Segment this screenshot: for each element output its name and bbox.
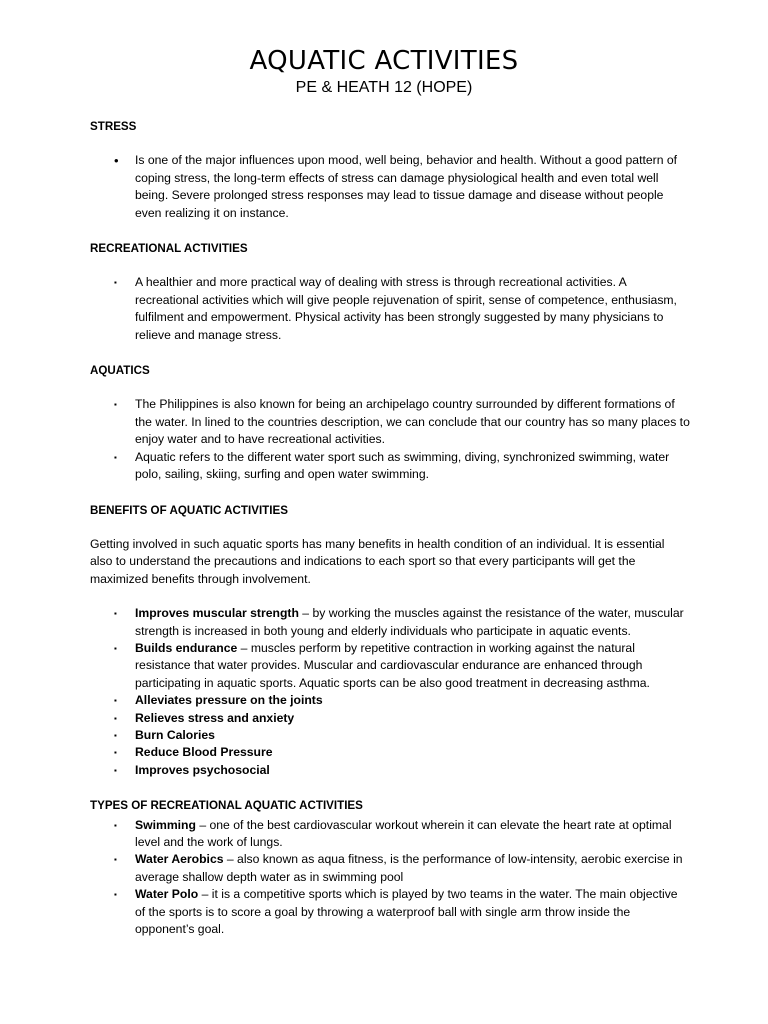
square-bullet-icon: ▪: [114, 696, 117, 706]
square-bullet-icon: ▪: [114, 820, 117, 830]
list-item: [90, 710, 690, 727]
square-bullet-icon: ▪: [114, 855, 117, 865]
list-item: [90, 692, 690, 709]
list-item: [90, 396, 690, 448]
list-item: [90, 640, 690, 692]
benefit-description: – by working the muscles against the resistance of the water, muscular strength is increased in both young and elderly individuals who participate in aquatic events.: [135, 606, 684, 638]
square-bullet-icon: ▪: [114, 643, 117, 653]
list-item: [90, 886, 690, 938]
list-item-text: The Philippines is also known for being an archipelago country surrounded by different formations of the water. In lined to the countries description, we can conclude that our country has so many places to enjoy water and to have recreational activities.: [135, 397, 690, 447]
stress-list: [90, 152, 690, 222]
square-bullet-icon: ▪: [114, 400, 117, 410]
list-item: [90, 817, 690, 852]
square-bullet-icon: ▪: [114, 278, 117, 288]
document-body: [90, 118, 690, 938]
square-bullet-icon: ▪: [114, 452, 117, 462]
document-subtitle: PE & HEATH 12 (HOPE): [295, 79, 473, 96]
benefit-term: Alleviates pressure on the joints: [135, 693, 323, 708]
benefit-term: Burn Calories: [135, 727, 215, 742]
benefits-list: [90, 605, 690, 779]
section-heading-aquatics: AQUATICS: [90, 364, 150, 378]
aquatics-list: [90, 396, 690, 483]
benefits-intro: Getting involved in such aquatic sports has many benefits in health condition of an individual. It is essential also to understand the precautions and indications to each sport so that every participants will get the maximized benefits through involvement.: [90, 536, 665, 586]
activity-description: – also known as aqua fitness, is the performance of low-intensity, aerobic exercise in average shallow depth water as in swimming pool: [135, 852, 683, 884]
list-item: [90, 851, 690, 886]
section-heading-recreational: RECREATIONAL ACTIVITIES: [90, 242, 248, 256]
square-bullet-icon: ▪: [114, 890, 117, 900]
activity-description: – one of the best cardiovascular workout wherein it can elevate the heart rate at optimal level and the work of lungs.: [135, 817, 672, 849]
list-item-text: Aquatic refers to the different water sport such as swimming, diving, synchronized swimming, water polo, sailing, skiing, surfing and open water swimming.: [135, 449, 670, 482]
square-bullet-icon: ▪: [114, 748, 117, 758]
activity-term: Water Polo: [135, 887, 199, 902]
square-bullet-icon: ▪: [114, 765, 117, 775]
types-list: [90, 817, 690, 939]
benefit-term: Improves psychosocial: [135, 762, 270, 777]
list-item: [90, 744, 690, 761]
section-heading-benefits: BENEFITS OF AQUATIC ACTIVITIES: [90, 503, 288, 517]
benefit-term: Improves muscular strength: [135, 606, 299, 621]
square-bullet-icon: ▪: [114, 730, 117, 740]
activity-description: – it is a competitive sports which is played by two teams in the water. The main objective of the sports is to score a goal by throwing a waterproof ball with single arm throw inside the opponent’s goal.: [135, 887, 678, 937]
benefit-description: – muscles perform by repetitive contraction in working against the natural resistance that water provides. Muscular and cardiovascular endurance are enhanced through participating in aquatic sports. Aquatic sports can be also good treatment in decreasing asthma.: [135, 640, 650, 690]
benefit-term: Relieves stress and anxiety: [135, 710, 295, 725]
list-item: [90, 274, 690, 344]
bullet-icon: •: [114, 153, 119, 169]
list-item: [90, 727, 690, 744]
list-item: [90, 605, 690, 640]
benefit-term: Builds endurance: [135, 640, 238, 655]
activity-term: Water Aerobics: [135, 852, 224, 867]
list-item: [90, 762, 690, 779]
list-item-text: A healthier and more practical way of dealing with stress is through recreational activities. A recreational activities which will give people rejuvenation of spirit, sense of competence, enthusiasm, fulfilment and empowerment. Physical activity has been strongly suggested by many physicians to relieve and manage stress.: [135, 275, 677, 342]
document-title: AQUATIC ACTIVITIES: [249, 46, 519, 76]
list-item: [90, 449, 690, 484]
section-heading-stress: STRESS: [90, 120, 137, 133]
square-bullet-icon: ▪: [114, 713, 117, 723]
section-heading-types: TYPES OF RECREATIONAL AQUATIC ACTIVITIES: [90, 799, 363, 813]
activity-term: Swimming: [135, 817, 196, 832]
recreational-list: [90, 274, 690, 344]
benefit-term: Reduce Blood Pressure: [135, 745, 273, 760]
square-bullet-icon: ▪: [114, 609, 117, 619]
list-item-text: Is one of the major influences upon mood, well being, behavior and health. Without a good pattern of coping stress, the long-term effects of stress can damage physiological health and even total well being. Severe prolonged stress responses may lead to tissue damage and disease without people even realizing it on instance.: [135, 153, 678, 220]
list-item: [90, 152, 690, 222]
